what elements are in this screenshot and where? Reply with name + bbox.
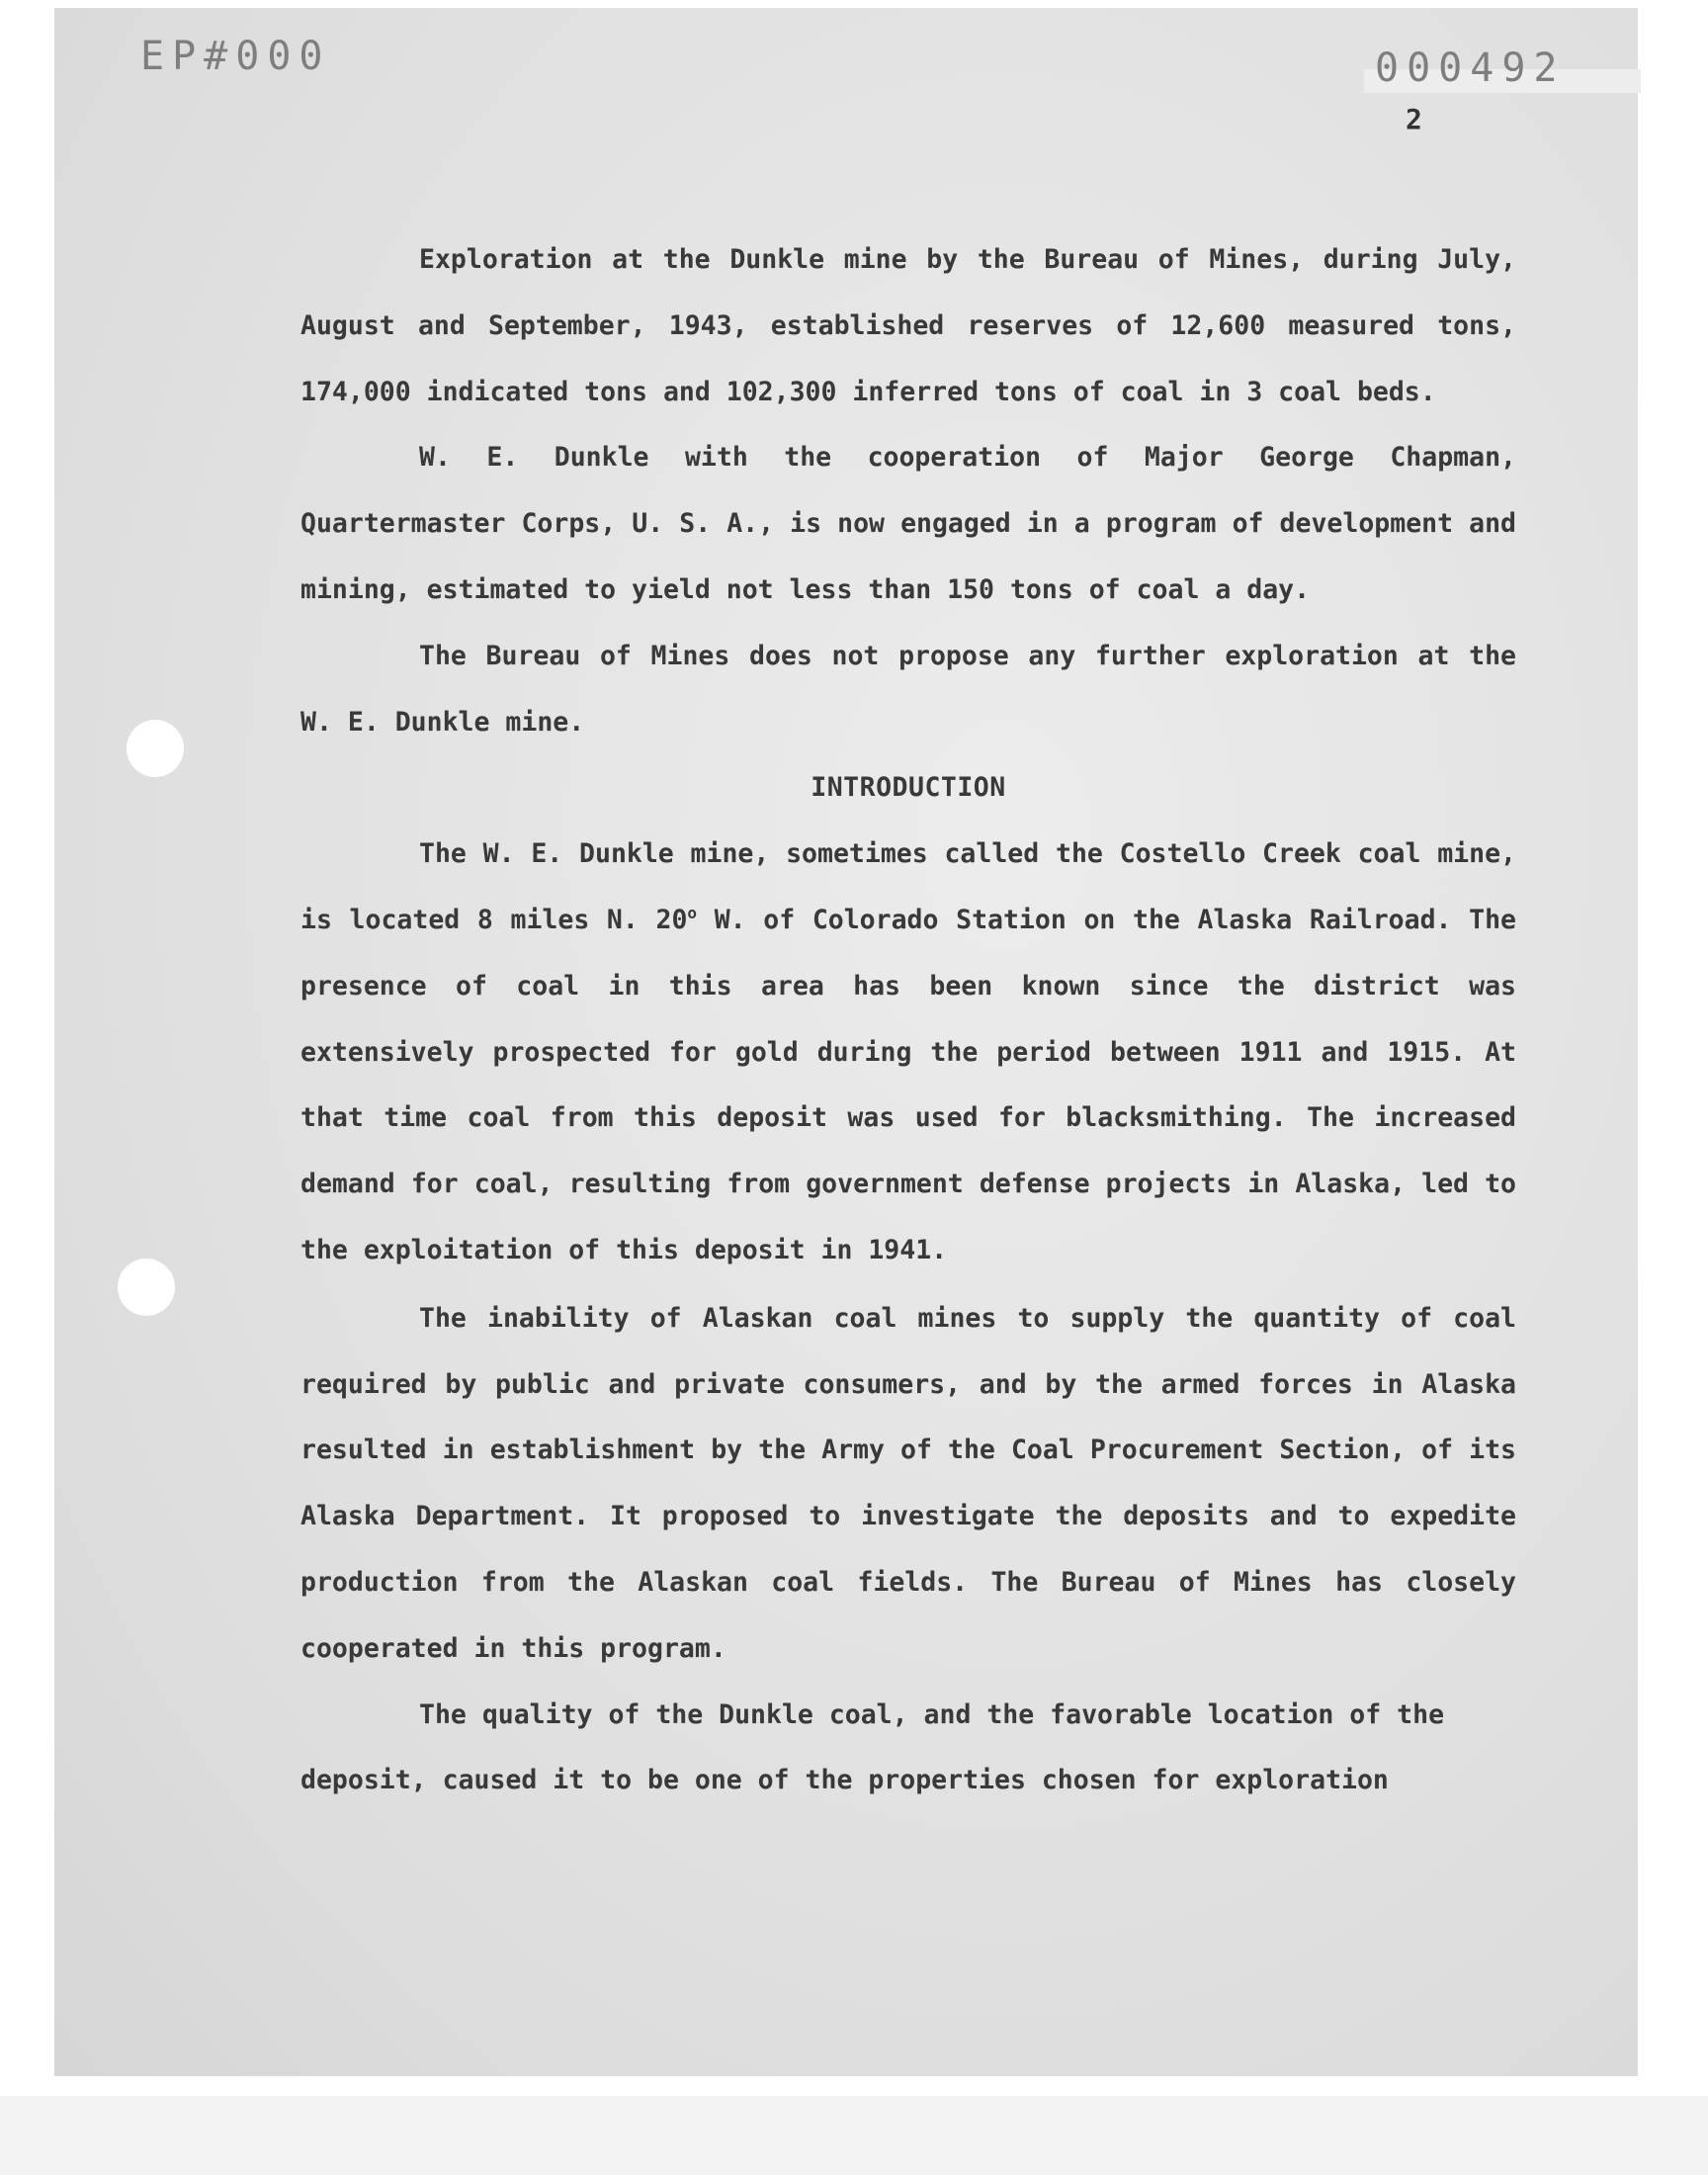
paragraph-intro-location — [300, 822, 1516, 1284]
intro-location-part2: W. of Colorado Station on the Alaska Railroad. The presence of coal in this area has been known since the district was extensively prospected for gold during the period between 1911 and 1915. At that time coal from this deposit was used for blacksmithing. The increased demand for coal, resulting from government defense projects in Alaska, led to the exploitation of this deposit in 1941. — [300, 904, 1517, 1265]
document-body — [300, 227, 1516, 1814]
section-heading: INTRODUCTION — [811, 772, 1006, 804]
paragraph-exploration: Exploration at the Dunkle mine by the Bureau of Mines, during July, August and September, 1943, established reserves of 12,600 measured tons, 174,000 indicated tons and 102,300 inferred tons of coal in 3 coal beds. — [300, 244, 1516, 407]
bates-number-stamp: 000492 — [1375, 45, 1566, 91]
punch-hole-bottom — [118, 1259, 175, 1316]
paragraph-coal-procurement: The inability of Alaskan coal mines to supply the quantity of coal required by public and private consumers, and by the armed forces in Alaska resulted in establishment by the Army of the Coal Procurement Section, of its Alaska Department. It proposed to investigate the deposits and to expedite production from the Alaskan coal fields. The Bureau of Mines has closely cooperated in this program. — [300, 1302, 1516, 1664]
intro-location-part1: The W. E. Dunkle mine, sometimes called the Costello Creek coal mine, is located 8 miles N. 20 — [300, 838, 1516, 935]
page-number: 2 — [1406, 103, 1422, 135]
paragraph-dunkle-program: W. E. Dunkle with the cooperation of Major George Chapman, Quartermaster Corps, U. S. A., is now engaged in a program of development and mining, estimated to yield not less than 150 tons of coal a day. — [300, 442, 1516, 605]
paragraph-no-further-exploration: The Bureau of Mines does not propose any further exploration at the W. E. Dunkle mine. — [300, 640, 1516, 738]
document-id-stamp: EP#000 — [140, 34, 331, 79]
scan-margin — [0, 2096, 1708, 2175]
paragraph-quality: The quality of the Dunkle coal, and the favorable location of the deposit, caused it to be one of the properties chosen for exploration — [300, 1698, 1445, 1796]
punch-hole-top — [127, 720, 184, 777]
degree-symbol: o — [687, 904, 698, 923]
